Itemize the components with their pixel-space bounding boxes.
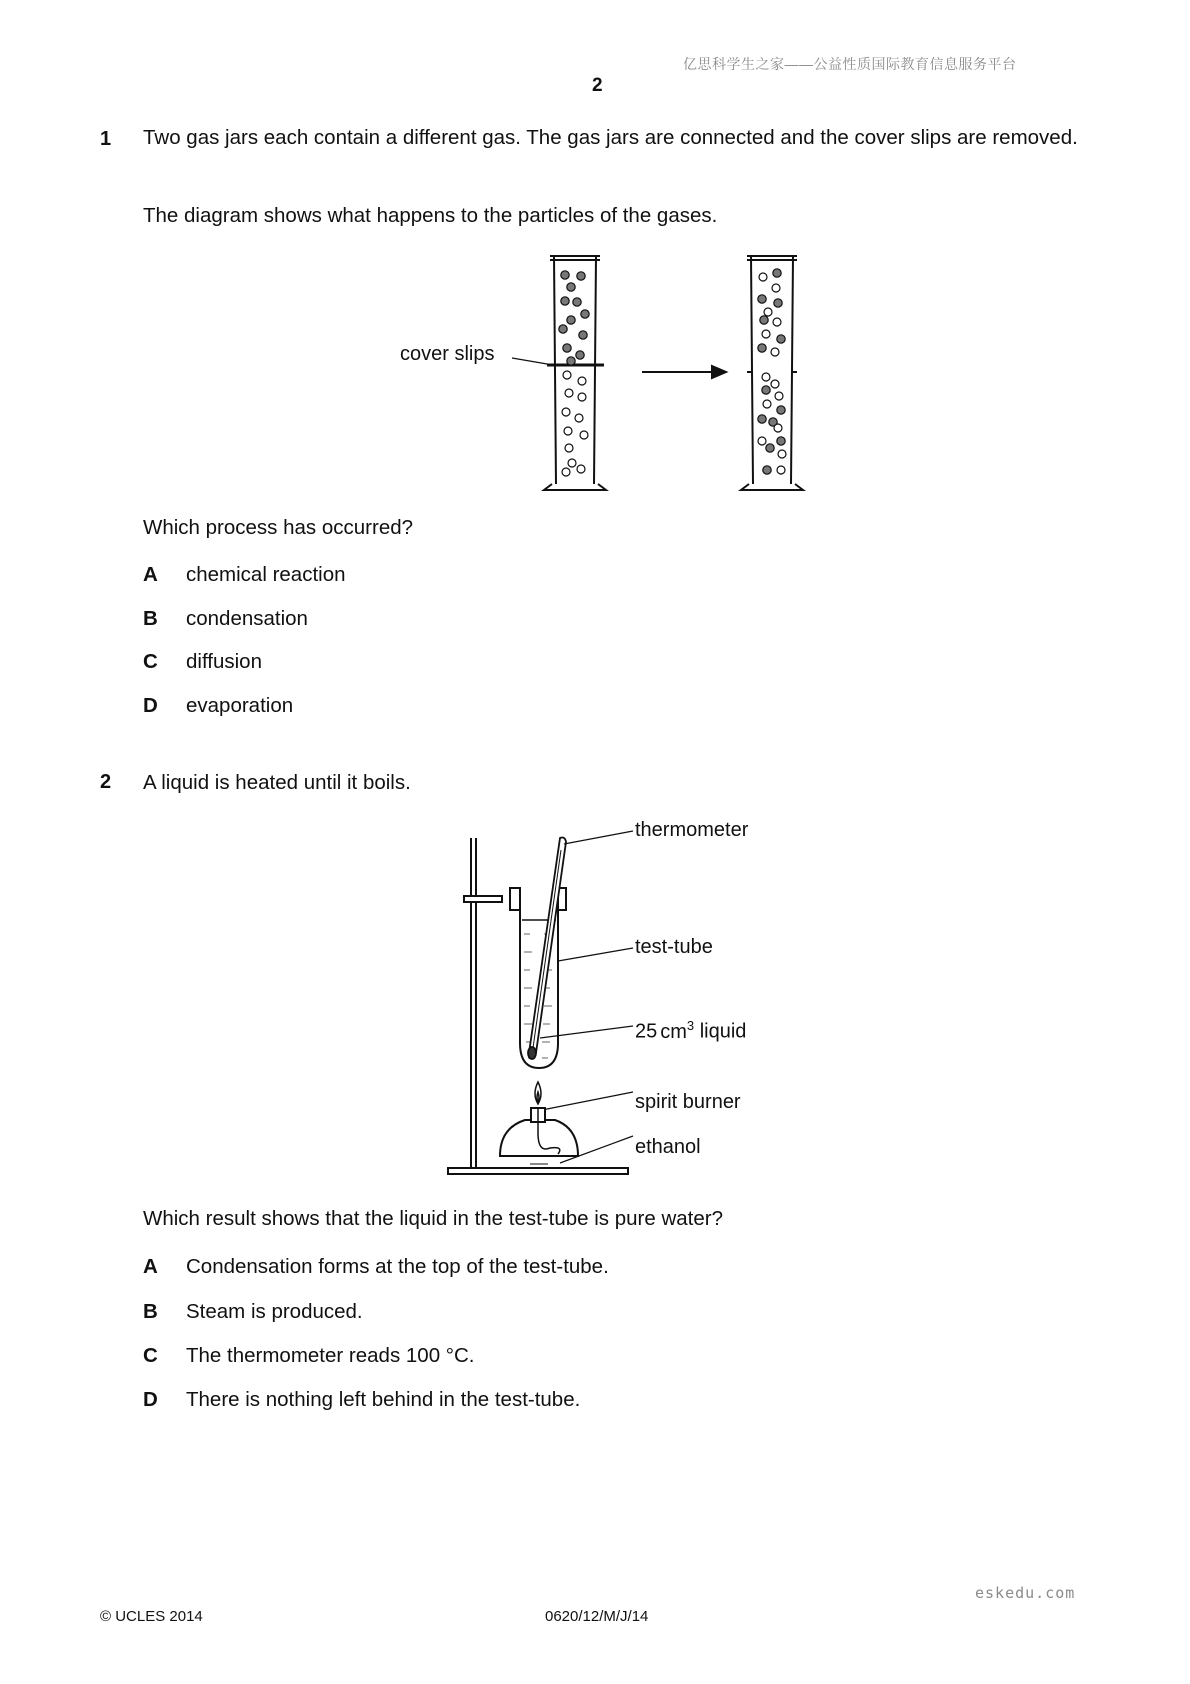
cover-slips-pointer — [512, 358, 553, 365]
q2-option-d-letter: D — [143, 1388, 158, 1411]
question-1-prompt: Which process has occurred? — [143, 516, 414, 539]
page-number: 2 — [592, 75, 603, 96]
arrow-icon — [642, 366, 726, 378]
liquid-amount: 25 — [635, 1020, 658, 1043]
right-gas-jar — [741, 256, 803, 490]
q2-option-a-letter: A — [143, 1255, 158, 1278]
thermometer-label: thermometer — [635, 819, 749, 841]
liquid-unit: cm — [660, 1020, 687, 1043]
q1-option-b-letter: B — [143, 607, 158, 630]
ethanol-label: ethanol — [635, 1136, 701, 1158]
liquid-unit-power: 3 — [686, 1018, 695, 1033]
watermark: eskedu.com — [975, 1584, 1076, 1602]
question-1-stem: Two gas jars each contain a different gas. The gas jars are connected and the cover slips are removed. — [143, 126, 1078, 149]
left-jar-dark-particles — [559, 271, 589, 365]
liquid-word: liquid — [699, 1020, 747, 1043]
q1-option-d-text: evaporation — [186, 694, 294, 717]
cover-slips-label: cover slips — [400, 343, 495, 365]
copyright: © UCLES 2014 — [100, 1608, 203, 1625]
q1-option-d-letter: D — [143, 694, 158, 717]
question-2-number: 2 — [100, 771, 112, 793]
right-jar-mixed-particles — [758, 269, 786, 474]
heating-apparatus-diagram — [440, 828, 650, 1188]
question-2-stem: A liquid is heated until it boils. — [143, 771, 411, 794]
q2-option-b-letter: B — [143, 1300, 158, 1323]
thermometer — [528, 838, 566, 1060]
paper-code: 0620/12/M/J/14 — [545, 1608, 649, 1625]
spirit-burner — [500, 1108, 578, 1164]
q2-option-d-text: There is nothing left behind in the test-tube. — [186, 1388, 581, 1411]
q2-option-a-text: Condensation forms at the top of the test-tube. — [186, 1255, 609, 1278]
q1-option-a-letter: A — [143, 563, 158, 586]
gas-jars-diagram — [390, 248, 810, 498]
q1-option-a-text: chemical reaction — [186, 563, 346, 586]
q1-option-b-text: condensation — [186, 607, 308, 630]
liquid-volume-label — [635, 1018, 746, 1044]
q1-option-c-letter: C — [143, 650, 158, 673]
left-gas-jar — [544, 256, 606, 490]
left-jar-light-particles — [562, 371, 588, 476]
question-2-prompt: Which result shows that the liquid in the test-tube is pure water? — [143, 1207, 723, 1230]
spirit-burner-label: spirit burner — [635, 1091, 741, 1113]
question-1-number: 1 — [100, 128, 112, 150]
flame-icon — [535, 1082, 541, 1104]
test-tube-label: test-tube — [635, 936, 713, 958]
question-1-intro: The diagram shows what happens to the particles of the gases. — [143, 204, 718, 227]
q2-option-c-text: The thermometer reads 100 °C. — [186, 1344, 475, 1367]
q2-option-c-letter: C — [143, 1344, 158, 1367]
site-note: 亿思科学生之家——公益性质国际教育信息服务平台 — [683, 56, 1017, 72]
q1-option-c-text: diffusion — [186, 650, 262, 673]
q2-option-b-text: Steam is produced. — [186, 1300, 363, 1323]
